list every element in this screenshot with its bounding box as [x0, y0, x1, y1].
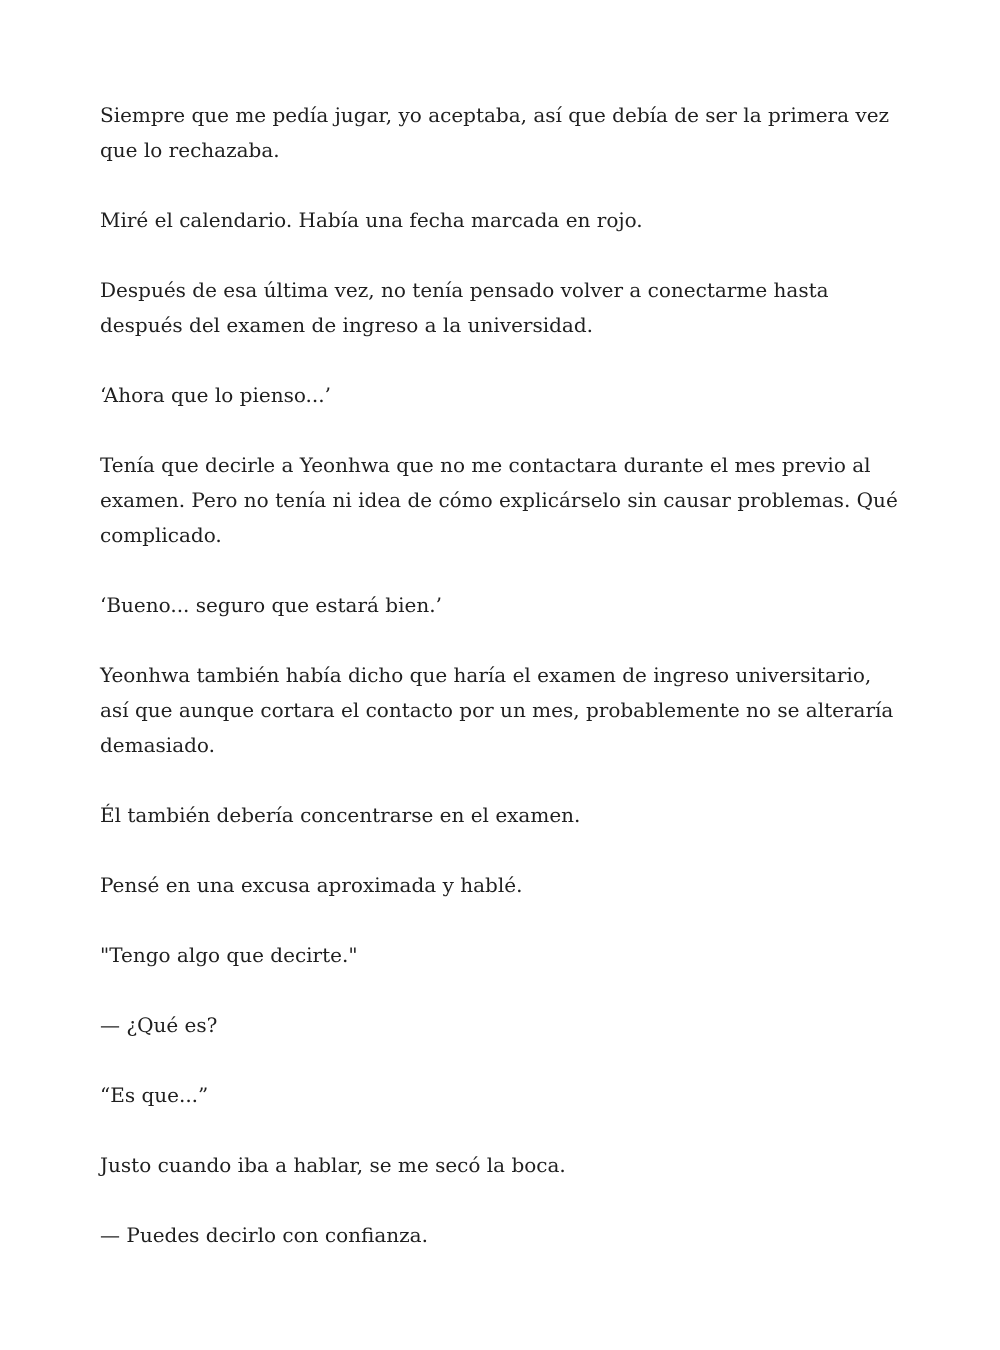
paragraph: ‘Bueno... seguro que estará bien.’ [100, 593, 442, 617]
paragraph: Después de esa última vez, no tenía pensado volver a conectarme hasta después del examen de ingreso a la universidad. [100, 278, 829, 337]
paragraph: Siempre que me pedía jugar, yo aceptaba, así que debía de ser la primera vez que lo rechazaba. [100, 103, 890, 162]
paragraph: ‘Ahora que lo pienso...’ [100, 383, 331, 407]
paragraph: Él también debería concentrarse en el examen. [100, 803, 581, 827]
document-body [100, 98, 900, 1288]
paragraph: Tenía que decirle a Yeonhwa que no me contactara durante el mes previo al examen. Pero no tenía ni idea de cómo explicárselo sin causar problemas. Qué complicado. [100, 453, 898, 547]
paragraph: Miré el calendario. Había una fecha marcada en rojo. [100, 208, 643, 232]
dialogue-line: “Es que...” [100, 1083, 209, 1107]
dialogue-line: — Puedes decirlo con confianza. [100, 1223, 428, 1247]
paragraph: Pensé en una excusa aproximada y hablé. [100, 873, 523, 897]
paragraph: Justo cuando iba a hablar, se me secó la boca. [100, 1153, 566, 1177]
dialogue-line: — ¿Qué es? [100, 1013, 218, 1037]
dialogue-line: "Tengo algo que decirte." [100, 943, 358, 967]
paragraph: Yeonhwa también había dicho que haría el examen de ingreso universitario, así que aunque cortara el contacto por un mes, probablemente no se alteraría demasiado. [100, 663, 894, 757]
